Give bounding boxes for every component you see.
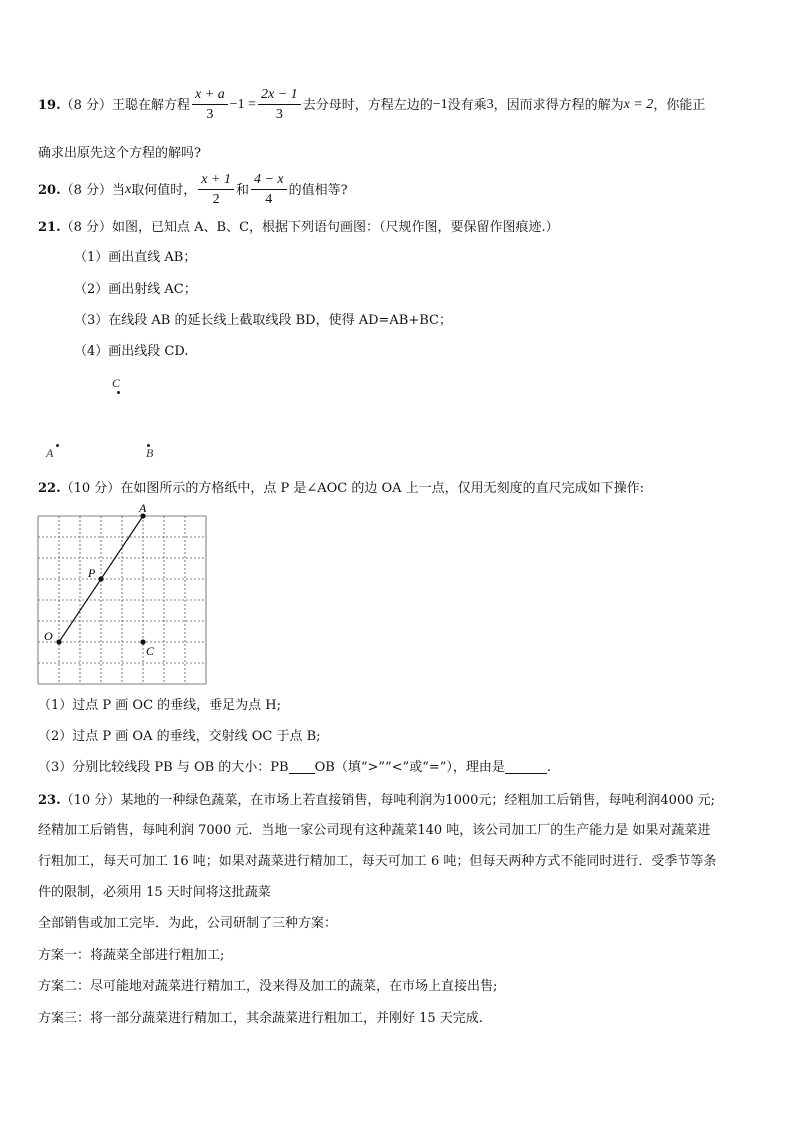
q19-text-a: 王聪在解方程 [112, 97, 191, 113]
label-c: C [146, 644, 155, 658]
q20-frac2-denominator: 4 [265, 192, 273, 207]
q20-variable: x [125, 182, 132, 197]
q21-item-3: （3）在线段 AB 的延长线上截取线段 BD，使得 AD=AB+BC； [74, 313, 452, 328]
q19-score: （8 分） [60, 97, 113, 113]
q20-frac1-denominator: 2 [212, 192, 220, 207]
q19-fraction-2 [258, 88, 301, 122]
q23-text-1: 某地的一种绿色蔬菜，在市场上若直接销售，每吨利润为1000元；经粗加工后销售，每吨利润4000 元; [120, 793, 715, 808]
q20-score: （8 分） [60, 182, 113, 198]
q21-item-4: （4）画出线段 CD. [74, 344, 189, 359]
q19-frac2-denominator: 3 [275, 107, 283, 122]
q20-line [38, 173, 348, 207]
q22-score: （10 分） [60, 481, 121, 496]
q22-item3-text-b: OB（填“>”“<”或“=”），理由是 [314, 760, 505, 775]
q23-plan-2: 方案二：尽可能地对蔬菜进行精加工，没来得及加工的蔬菜，在市场上直接出售; [38, 979, 498, 994]
q20-frac2-numerator: 4 − x [251, 173, 287, 190]
q22-grid-figure [30, 500, 220, 690]
point-a-dot [56, 444, 59, 447]
point-b-label: B [146, 446, 154, 460]
label-o: O [44, 629, 53, 643]
q23-line-2: 经精加工后销售，每吨利润 7000 元．当地一家公司现有这种蔬菜140 吨，该公司加工厂的生产能力是 如果对蔬菜进 [38, 823, 711, 838]
q21-text: 如图，已知点 A、B、C，根据下列语句画图：（尺规作图，要保留作图痕迹.） [112, 220, 559, 235]
label-p: P [88, 566, 96, 580]
q19-frac2-numerator: 2x − 1 [258, 88, 301, 105]
q19-frac1-denominator: 3 [206, 107, 214, 122]
q23-plan-1: 方案一：将蔬菜全部进行粗加工; [38, 948, 225, 963]
q19-text-d: ，因而求得方程的解为 [493, 97, 624, 113]
q19-text-b: 去分母时，方程左边的 [302, 97, 433, 113]
q21-number: 21. [38, 220, 61, 235]
q20-fraction-1 [198, 173, 234, 207]
q22-text: 在如图所示的方格纸中，点 P 是∠AOC 的边 OA 上一点，仅用无刻度的直尺完成如下操作: [120, 481, 645, 496]
q22-item-1: （1）过点 P 画 OC 的垂线，垂足为点 H; [38, 698, 282, 713]
point-p-marker [98, 576, 103, 581]
q19-number: 19. [38, 97, 61, 113]
q21-score: （8 分） [60, 220, 113, 235]
q21-figure [40, 372, 180, 462]
q20-and: 和 [235, 182, 249, 198]
q20-text-b: 取何值时， [131, 182, 197, 198]
q22-line [38, 482, 644, 495]
q19-minus-one: −1 [432, 97, 448, 112]
label-a: A [139, 501, 147, 515]
q22-item3-text-c: . [546, 760, 552, 775]
q22-item-2: （2）过点 P 画 OA 的垂线，交射线 OC 于点 B; [38, 729, 321, 744]
q23-number: 23. [38, 793, 61, 808]
q21-item-1: （1）画出直线 AB； [74, 250, 197, 265]
q23-line-3: 行粗加工，每天可加工 16 吨；如果对蔬菜进行精加工，每天可加工 6 吨；但每天两种方式不能同时进行．受季节等条 [38, 854, 717, 869]
point-c-dot [117, 391, 120, 394]
q23-plan-3: 方案三：将一部分蔬菜进行精加工，其余蔬菜进行粗加工，并刚好 15 天完成. [38, 1011, 483, 1026]
q19-three: 3 [486, 97, 494, 112]
q20-text-a: 当 [112, 182, 126, 198]
q22-number: 22. [38, 481, 61, 496]
q20-number: 20. [38, 182, 61, 198]
q19-solution: x = 2 [623, 97, 654, 112]
q21-item-2: （2）画出射线 AC； [74, 282, 197, 297]
q22-item-3 [38, 761, 551, 774]
q19-line1 [38, 88, 705, 122]
q21-line [38, 221, 559, 234]
q19-fraction-1 [192, 88, 228, 122]
q19-text-e: ，你能正 [653, 97, 706, 113]
q20-frac1-numerator: x + 1 [198, 173, 234, 190]
q19-mid: −1 = [229, 97, 257, 112]
q20-text-c: 的值相等? [288, 182, 348, 198]
grid-lines [38, 516, 206, 684]
q19-text-c: 没有乘 [447, 97, 487, 113]
q19-frac1-numerator: x + a [192, 88, 228, 105]
q22-answer-blank-1[interactable] [289, 761, 315, 774]
q20-fraction-2 [251, 173, 287, 207]
point-c-marker [140, 639, 145, 644]
point-a-label: A [46, 446, 54, 460]
point-c-label: C [112, 376, 121, 390]
q22-answer-blank-2[interactable] [505, 761, 547, 774]
q23-line-1 [38, 794, 715, 807]
point-o-marker [56, 639, 61, 644]
q23-score: （10 分） [60, 793, 121, 808]
q23-line-4: 件的限制，必须用 15 天时间将这批蔬菜 [38, 885, 271, 900]
q19-line2: 确求出原先这个方程的解吗? [38, 146, 201, 161]
q22-item3-text-a: （3）分别比较线段 PB 与 OB 的大小：PB [38, 760, 289, 775]
q23-line-5: 全部销售或加工完毕．为此，公司研制了三种方案： [38, 916, 338, 931]
